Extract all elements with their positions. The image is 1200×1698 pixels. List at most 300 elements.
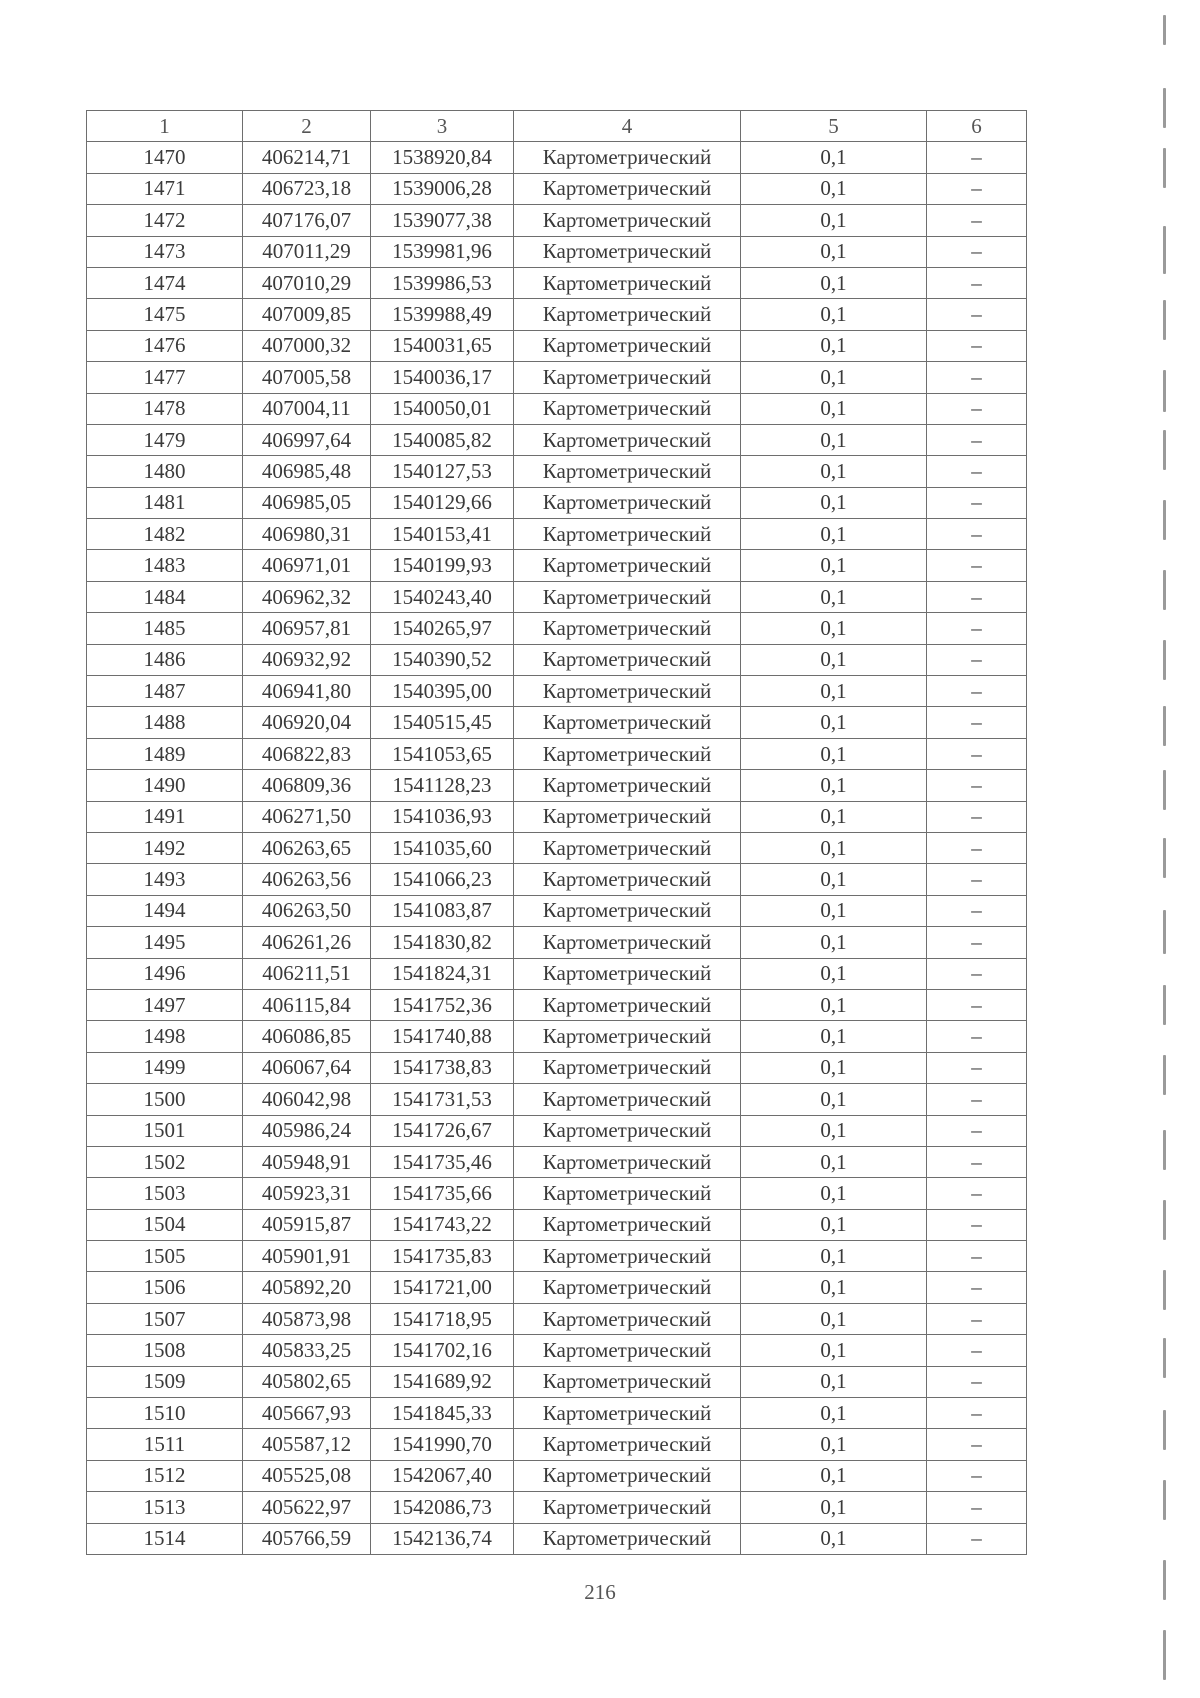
cell-y-coordinate: 1542136,74 [371,1523,514,1554]
cell-point-number: 1509 [87,1366,243,1397]
cell-x-coordinate: 406932,92 [243,644,371,675]
table-row [87,832,1027,863]
cell-point-number: 1470 [87,142,243,173]
cell-point-number: 1499 [87,1052,243,1083]
cell-note: – [927,456,1027,487]
column-header-6: 6 [927,111,1027,142]
scan-edge-mark [1163,1200,1166,1240]
cell-method: Картометрический [514,205,741,236]
cell-note: – [927,519,1027,550]
cell-accuracy: 0,1 [741,738,927,769]
table-row [87,1303,1027,1334]
cell-note: – [927,989,1027,1020]
cell-point-number: 1503 [87,1178,243,1209]
cell-y-coordinate: 1540390,52 [371,644,514,675]
cell-method: Картометрический [514,864,741,895]
cell-note: – [927,1492,1027,1523]
cell-method: Картометрический [514,1084,741,1115]
scan-edge-mark [1163,1338,1166,1378]
cell-accuracy: 0,1 [741,424,927,455]
table-row [87,393,1027,424]
cell-x-coordinate: 407009,85 [243,299,371,330]
table-row [87,707,1027,738]
cell-method: Картометрический [514,738,741,769]
cell-accuracy: 0,1 [741,1492,927,1523]
cell-x-coordinate: 405915,87 [243,1209,371,1240]
cell-note: – [927,832,1027,863]
cell-point-number: 1473 [87,236,243,267]
cell-method: Картометрический [514,1178,741,1209]
cell-note: – [927,1398,1027,1429]
scan-edge-mark [1163,706,1166,746]
cell-point-number: 1474 [87,267,243,298]
cell-y-coordinate: 1541743,22 [371,1209,514,1240]
cell-point-number: 1475 [87,299,243,330]
cell-point-number: 1480 [87,456,243,487]
table-row [87,236,1027,267]
cell-x-coordinate: 406042,98 [243,1084,371,1115]
cell-point-number: 1498 [87,1021,243,1052]
cell-x-coordinate: 405948,91 [243,1146,371,1177]
table-row [87,299,1027,330]
cell-method: Картометрический [514,1021,741,1052]
cell-method: Картометрический [514,550,741,581]
cell-note: – [927,864,1027,895]
cell-method: Картометрический [514,770,741,801]
cell-y-coordinate: 1542067,40 [371,1460,514,1491]
cell-accuracy: 0,1 [741,1084,927,1115]
table-row [87,738,1027,769]
scan-edge-mark [1163,985,1166,1025]
cell-point-number: 1482 [87,519,243,550]
cell-point-number: 1510 [87,1398,243,1429]
cell-accuracy: 0,1 [741,519,927,550]
column-header-4: 4 [514,111,741,142]
cell-x-coordinate: 406214,71 [243,142,371,173]
table-row [87,1209,1027,1240]
scan-edge-mark [1163,370,1166,412]
scan-edge-mark [1163,1130,1166,1170]
cell-y-coordinate: 1541752,36 [371,989,514,1020]
cell-x-coordinate: 405892,20 [243,1272,371,1303]
cell-method: Картометрический [514,236,741,267]
cell-point-number: 1512 [87,1460,243,1491]
cell-point-number: 1486 [87,644,243,675]
cell-note: – [927,267,1027,298]
cell-point-number: 1505 [87,1241,243,1272]
cell-x-coordinate: 405587,12 [243,1429,371,1460]
cell-method: Картометрический [514,1209,741,1240]
cell-x-coordinate: 406263,65 [243,832,371,863]
cell-x-coordinate: 406985,05 [243,487,371,518]
cell-point-number: 1508 [87,1335,243,1366]
table-row [87,581,1027,612]
scan-edge-mark [1163,300,1166,340]
cell-method: Картометрический [514,707,741,738]
cell-y-coordinate: 1541824,31 [371,958,514,989]
cell-accuracy: 0,1 [741,707,927,738]
cell-accuracy: 0,1 [741,267,927,298]
cell-accuracy: 0,1 [741,1178,927,1209]
cell-point-number: 1491 [87,801,243,832]
cell-x-coordinate: 406067,64 [243,1052,371,1083]
cell-y-coordinate: 1540050,01 [371,393,514,424]
cell-accuracy: 0,1 [741,676,927,707]
cell-note: – [927,550,1027,581]
cell-method: Картометрический [514,1366,741,1397]
cell-note: – [927,1052,1027,1083]
cell-note: – [927,1272,1027,1303]
cell-method: Картометрический [514,267,741,298]
cell-note: – [927,1303,1027,1334]
cell-y-coordinate: 1541083,87 [371,895,514,926]
cell-x-coordinate: 406115,84 [243,989,371,1020]
cell-note: – [927,1178,1027,1209]
table-row [87,1178,1027,1209]
cell-note: – [927,707,1027,738]
cell-accuracy: 0,1 [741,1429,927,1460]
cell-method: Картометрический [514,1146,741,1177]
cell-x-coordinate: 405667,93 [243,1398,371,1429]
table-row [87,456,1027,487]
cell-accuracy: 0,1 [741,1021,927,1052]
cell-y-coordinate: 1541053,65 [371,738,514,769]
scan-edge-mark [1163,500,1166,540]
cell-y-coordinate: 1540085,82 [371,424,514,455]
cell-accuracy: 0,1 [741,1460,927,1491]
table-row [87,1398,1027,1429]
cell-x-coordinate: 405802,65 [243,1366,371,1397]
cell-method: Картометрический [514,1335,741,1366]
cell-note: – [927,1146,1027,1177]
cell-method: Картометрический [514,958,741,989]
scan-edge-mark [1163,15,1166,45]
cell-point-number: 1492 [87,832,243,863]
cell-x-coordinate: 406086,85 [243,1021,371,1052]
cell-method: Картометрический [514,1398,741,1429]
cell-method: Картометрический [514,644,741,675]
cell-x-coordinate: 407176,07 [243,205,371,236]
cell-method: Картометрический [514,989,741,1020]
cell-x-coordinate: 405986,24 [243,1115,371,1146]
cell-y-coordinate: 1539981,96 [371,236,514,267]
cell-method: Картометрический [514,393,741,424]
cell-x-coordinate: 407000,32 [243,330,371,361]
scan-edge-mark [1163,1055,1166,1095]
scan-edge-mark [1163,1410,1166,1450]
cell-x-coordinate: 406271,50 [243,801,371,832]
cell-x-coordinate: 406263,50 [243,895,371,926]
cell-note: – [927,738,1027,769]
scan-edge-mark [1163,1480,1166,1520]
cell-note: – [927,1084,1027,1115]
table-row [87,958,1027,989]
table-row [87,613,1027,644]
table-row [87,173,1027,204]
cell-y-coordinate: 1542086,73 [371,1492,514,1523]
table-row [87,1492,1027,1523]
table-row [87,205,1027,236]
cell-method: Картометрический [514,487,741,518]
cell-x-coordinate: 406971,01 [243,550,371,581]
cell-note: – [927,236,1027,267]
cell-accuracy: 0,1 [741,299,927,330]
cell-y-coordinate: 1541066,23 [371,864,514,895]
cell-x-coordinate: 405901,91 [243,1241,371,1272]
cell-method: Картометрический [514,142,741,173]
scan-edge-mark [1163,148,1166,188]
cell-accuracy: 0,1 [741,173,927,204]
cell-y-coordinate: 1540243,40 [371,581,514,612]
cell-accuracy: 0,1 [741,581,927,612]
cell-point-number: 1502 [87,1146,243,1177]
cell-note: – [927,1209,1027,1240]
cell-point-number: 1490 [87,770,243,801]
cell-x-coordinate: 406809,36 [243,770,371,801]
cell-note: – [927,393,1027,424]
cell-x-coordinate: 406723,18 [243,173,371,204]
cell-point-number: 1488 [87,707,243,738]
cell-point-number: 1504 [87,1209,243,1240]
column-header-2: 2 [243,111,371,142]
cell-x-coordinate: 405525,08 [243,1460,371,1491]
cell-y-coordinate: 1540127,53 [371,456,514,487]
cell-y-coordinate: 1541689,92 [371,1366,514,1397]
cell-point-number: 1471 [87,173,243,204]
cell-accuracy: 0,1 [741,1272,927,1303]
table-row [87,1272,1027,1303]
cell-method: Картометрический [514,801,741,832]
cell-x-coordinate: 406261,26 [243,927,371,958]
cell-x-coordinate: 406211,51 [243,958,371,989]
cell-point-number: 1483 [87,550,243,581]
scan-edge-mark [1163,1560,1166,1600]
cell-note: – [927,581,1027,612]
cell-point-number: 1485 [87,613,243,644]
scan-edge-mark [1163,1270,1166,1310]
cell-note: – [927,958,1027,989]
coordinates-table [86,110,1027,1555]
scan-edge-mark [1163,1630,1166,1680]
cell-method: Картометрический [514,1429,741,1460]
table-row [87,801,1027,832]
cell-y-coordinate: 1541036,93 [371,801,514,832]
cell-note: – [927,801,1027,832]
cell-note: – [927,1335,1027,1366]
cell-y-coordinate: 1541702,16 [371,1335,514,1366]
scan-edge-mark [1163,770,1166,810]
cell-accuracy: 0,1 [741,1241,927,1272]
scan-edge-mark [1163,838,1166,878]
cell-y-coordinate: 1540395,00 [371,676,514,707]
cell-accuracy: 0,1 [741,1523,927,1554]
cell-x-coordinate: 406941,80 [243,676,371,707]
cell-y-coordinate: 1541740,88 [371,1021,514,1052]
cell-accuracy: 0,1 [741,456,927,487]
cell-point-number: 1500 [87,1084,243,1115]
cell-method: Картометрический [514,173,741,204]
cell-accuracy: 0,1 [741,362,927,393]
cell-method: Картометрический [514,1523,741,1554]
cell-y-coordinate: 1539988,49 [371,299,514,330]
cell-y-coordinate: 1541726,67 [371,1115,514,1146]
cell-note: – [927,927,1027,958]
cell-note: – [927,1429,1027,1460]
table-header [87,111,1027,142]
cell-method: Картометрический [514,613,741,644]
cell-point-number: 1479 [87,424,243,455]
cell-point-number: 1496 [87,958,243,989]
cell-note: – [927,1021,1027,1052]
page-number: 216 [584,1580,616,1604]
cell-y-coordinate: 1541735,83 [371,1241,514,1272]
cell-y-coordinate: 1540031,65 [371,330,514,361]
cell-x-coordinate: 405873,98 [243,1303,371,1334]
table-row [87,927,1027,958]
cell-y-coordinate: 1539006,28 [371,173,514,204]
table-row [87,1460,1027,1491]
cell-y-coordinate: 1541731,53 [371,1084,514,1115]
cell-point-number: 1477 [87,362,243,393]
table-row [87,550,1027,581]
column-header-5: 5 [741,111,927,142]
cell-method: Картометрический [514,676,741,707]
cell-method: Картометрический [514,330,741,361]
table-row [87,1084,1027,1115]
column-header-3: 3 [371,111,514,142]
cell-point-number: 1487 [87,676,243,707]
cell-accuracy: 0,1 [741,1398,927,1429]
cell-method: Картометрический [514,1272,741,1303]
scan-edge-mark [1163,88,1166,128]
cell-accuracy: 0,1 [741,613,927,644]
table-row [87,1429,1027,1460]
cell-point-number: 1489 [87,738,243,769]
cell-y-coordinate: 1540199,93 [371,550,514,581]
cell-accuracy: 0,1 [741,1209,927,1240]
cell-y-coordinate: 1541990,70 [371,1429,514,1460]
table-row [87,330,1027,361]
cell-accuracy: 0,1 [741,393,927,424]
cell-accuracy: 0,1 [741,142,927,173]
cell-method: Картометрический [514,519,741,550]
table-row [87,1115,1027,1146]
cell-method: Картометрический [514,581,741,612]
cell-accuracy: 0,1 [741,205,927,236]
cell-note: – [927,330,1027,361]
cell-point-number: 1497 [87,989,243,1020]
table-row [87,519,1027,550]
cell-x-coordinate: 405833,25 [243,1335,371,1366]
cell-y-coordinate: 1541718,95 [371,1303,514,1334]
cell-accuracy: 0,1 [741,1303,927,1334]
cell-accuracy: 0,1 [741,895,927,926]
scan-edge-mark [1163,226,1166,274]
cell-accuracy: 0,1 [741,1146,927,1177]
cell-note: – [927,676,1027,707]
cell-note: – [927,362,1027,393]
cell-x-coordinate: 406957,81 [243,613,371,644]
cell-accuracy: 0,1 [741,832,927,863]
table-row [87,1335,1027,1366]
scan-edge-mark [1163,430,1166,470]
cell-note: – [927,613,1027,644]
cell-x-coordinate: 406985,48 [243,456,371,487]
cell-point-number: 1484 [87,581,243,612]
cell-y-coordinate: 1540129,66 [371,487,514,518]
cell-point-number: 1513 [87,1492,243,1523]
cell-note: – [927,895,1027,926]
scan-edge-mark [1163,910,1166,954]
table-row [87,644,1027,675]
cell-x-coordinate: 407011,29 [243,236,371,267]
cell-x-coordinate: 405622,97 [243,1492,371,1523]
table-row [87,770,1027,801]
column-header-1: 1 [87,111,243,142]
cell-y-coordinate: 1539077,38 [371,205,514,236]
cell-point-number: 1472 [87,205,243,236]
table-row [87,142,1027,173]
cell-y-coordinate: 1538920,84 [371,142,514,173]
cell-point-number: 1506 [87,1272,243,1303]
cell-y-coordinate: 1541845,33 [371,1398,514,1429]
cell-method: Картометрический [514,1115,741,1146]
cell-y-coordinate: 1540153,41 [371,519,514,550]
scan-edge-mark [1163,570,1166,610]
table-row [87,1052,1027,1083]
cell-x-coordinate: 406920,04 [243,707,371,738]
cell-point-number: 1495 [87,927,243,958]
cell-x-coordinate: 406980,31 [243,519,371,550]
cell-note: – [927,142,1027,173]
cell-accuracy: 0,1 [741,927,927,958]
table-row [87,676,1027,707]
cell-y-coordinate: 1541128,23 [371,770,514,801]
table-row [87,487,1027,518]
cell-x-coordinate: 407005,58 [243,362,371,393]
cell-accuracy: 0,1 [741,989,927,1020]
cell-note: – [927,1523,1027,1554]
table-row [87,362,1027,393]
cell-point-number: 1478 [87,393,243,424]
header-row [87,111,1027,142]
cell-method: Картометрический [514,299,741,330]
cell-note: – [927,299,1027,330]
cell-method: Картометрический [514,362,741,393]
cell-x-coordinate: 407004,11 [243,393,371,424]
cell-point-number: 1481 [87,487,243,518]
cell-accuracy: 0,1 [741,1366,927,1397]
cell-method: Картометрический [514,1460,741,1491]
cell-point-number: 1493 [87,864,243,895]
cell-point-number: 1514 [87,1523,243,1554]
cell-x-coordinate: 406997,64 [243,424,371,455]
cell-accuracy: 0,1 [741,487,927,518]
table-row [87,1146,1027,1177]
cell-accuracy: 0,1 [741,550,927,581]
cell-accuracy: 0,1 [741,330,927,361]
cell-point-number: 1501 [87,1115,243,1146]
scan-edge-mark [1163,640,1166,680]
table-row [87,895,1027,926]
cell-note: – [927,487,1027,518]
cell-method: Картометрический [514,1241,741,1272]
table-row [87,1523,1027,1554]
cell-y-coordinate: 1541738,83 [371,1052,514,1083]
cell-note: – [927,1460,1027,1491]
table-row [87,864,1027,895]
table-body [87,142,1027,1555]
